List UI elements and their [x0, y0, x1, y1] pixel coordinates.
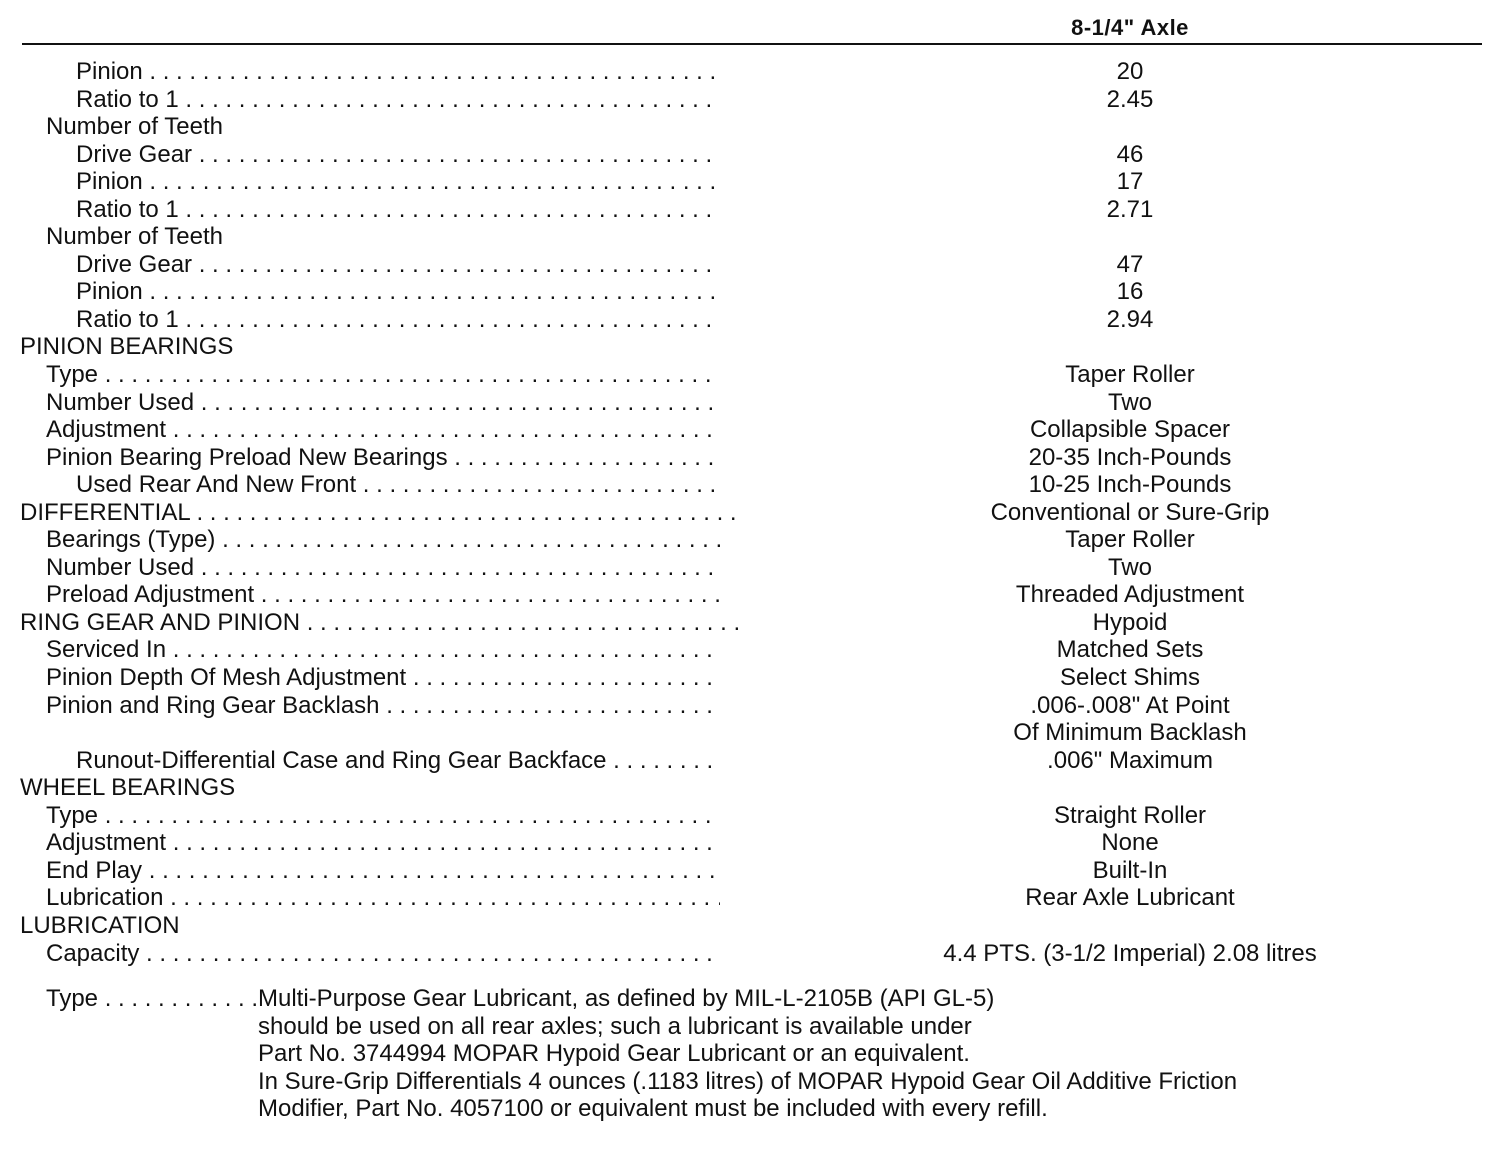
spec-label: Runout-Differential Case and Ring Gear Backface . . . [76, 747, 720, 775]
spec-value: Straight Roller [1053, 801, 1207, 829]
spec-row [0, 113, 1504, 141]
spec-label: Pinion Depth Of Mesh Adjustment . . . [46, 664, 720, 692]
spec-row [0, 912, 1504, 940]
spec-value: Two [1107, 388, 1152, 416]
spec-value: Matched Sets [1056, 636, 1204, 664]
spec-label: Adjustment . . . [46, 829, 720, 857]
spec-label: Ratio to 1 . . . [76, 306, 720, 334]
spec-row [0, 884, 1504, 912]
spec-value: 20-35 Inch-Pounds [1028, 443, 1232, 471]
spec-row [0, 306, 1504, 334]
spec-label: Pinion . . . [76, 58, 720, 86]
spec-label: Drive Gear . . . [76, 251, 720, 279]
spec-row [0, 636, 1504, 664]
spec-row [0, 389, 1504, 417]
spec-label: Number of Teeth [46, 113, 223, 141]
type-note-label: Type . . . [46, 985, 258, 1013]
type-note-line: In Sure-Grip Differentials 4 ounces (.1183 litres) of MOPAR Hypoid Gear Oil Additive Friction [258, 1067, 1238, 1095]
spec-label: Drive Gear . . . [76, 141, 720, 169]
type-note-line: Modifier, Part No. 4057100 or equivalent must be included with every refill. [258, 1095, 1048, 1122]
spec-row [0, 719, 1504, 747]
spec-value: Taper Roller [1065, 526, 1195, 554]
spec-value: None [1101, 829, 1159, 857]
spec-value: 16 [1116, 278, 1144, 306]
spec-value: Collapsible Spacer [1029, 416, 1231, 444]
spec-label: Number Used . . . [46, 554, 720, 582]
spec-row [0, 333, 1504, 361]
type-note-line: Part No. 3744994 MOPAR Hypoid Gear Lubricant or an equivalent. [258, 1040, 970, 1067]
spec-row [0, 278, 1504, 306]
spec-row [0, 829, 1504, 857]
spec-label: Ratio to 1 . . . [76, 86, 720, 114]
spec-label: PINION BEARINGS [20, 333, 234, 361]
spec-value: Taper Roller [1065, 361, 1195, 389]
spec-row [0, 692, 1504, 720]
spec-value: 4.4 PTS. (3-1/2 Imperial) 2.08 litres [943, 939, 1317, 967]
spec-label: Type . . . [46, 361, 720, 389]
spec-value: 2.71 [1106, 195, 1154, 223]
spec-value: Conventional or Sure-Grip [990, 498, 1270, 526]
spec-value: 10-25 Inch-Pounds [1028, 471, 1232, 499]
spec-label: Number Used . . . [46, 389, 720, 417]
spec-label: Preload Adjustment . . . [46, 581, 720, 609]
spec-label: DIFFERENTIAL . . . [20, 499, 740, 527]
spec-row [0, 471, 1504, 499]
spec-row [0, 361, 1504, 389]
spec-row [0, 664, 1504, 692]
spec-row [0, 857, 1504, 885]
spec-label: Ratio to 1 . . . [76, 196, 720, 224]
spec-label: Used Rear And New Front . . . [76, 471, 720, 499]
spec-label: Pinion Bearing Preload New Bearings . . . [46, 444, 720, 472]
spec-value: 46 [1116, 140, 1144, 168]
spec-row [0, 141, 1504, 169]
spec-row [0, 86, 1504, 114]
spec-value: Select Shims [1059, 664, 1201, 692]
spec-value: Two [1107, 553, 1152, 581]
spec-value: Of Minimum Backlash [1013, 719, 1247, 747]
spec-label: Pinion . . . [76, 278, 720, 306]
spec-row [0, 609, 1504, 637]
spec-row [0, 251, 1504, 279]
spec-row [0, 526, 1504, 554]
spec-label: End Play . . . [46, 857, 720, 885]
spec-row [0, 554, 1504, 582]
spec-row [0, 223, 1504, 251]
spec-row [0, 444, 1504, 472]
spec-value: Built-In [1092, 856, 1168, 884]
spec-label: Type . . . [46, 802, 720, 830]
spec-row [0, 802, 1504, 830]
spec-table [0, 58, 1504, 967]
spec-value: 47 [1116, 250, 1144, 278]
spec-label: Bearings (Type) . . . [46, 526, 720, 554]
spec-value: Rear Axle Lubricant [1025, 884, 1235, 912]
spec-label: Pinion . . . [76, 168, 720, 196]
spec-value: 2.45 [1106, 85, 1154, 113]
spec-label: Adjustment . . . [46, 416, 720, 444]
spec-label: Pinion and Ring Gear Backlash . . . [46, 692, 720, 720]
spec-row [0, 940, 1504, 968]
spec-label: Capacity . . . [46, 940, 720, 968]
column-header-axle: 8-1/4" Axle [1071, 15, 1189, 40]
spec-value: .006-.008" At Point [1030, 691, 1230, 719]
header-rule [22, 43, 1482, 45]
spec-value: 17 [1116, 168, 1144, 196]
spec-row [0, 416, 1504, 444]
spec-label: Number of Teeth [46, 223, 223, 251]
spec-label: Lubrication . . . [46, 884, 720, 912]
spec-label: RING GEAR AND PINION . . . [20, 609, 740, 637]
type-note-line: Multi-Purpose Gear Lubricant, as defined by MIL-L-2105B (API GL-5) [258, 985, 995, 1012]
spec-row [0, 581, 1504, 609]
spec-label: Serviced In . . . [46, 636, 720, 664]
spec-value: 2.94 [1106, 305, 1154, 333]
spec-row [0, 168, 1504, 196]
spec-row [0, 58, 1504, 86]
spec-row [0, 747, 1504, 775]
spec-label: WHEEL BEARINGS [20, 774, 236, 802]
spec-row [0, 196, 1504, 224]
spec-row [0, 774, 1504, 802]
spec-row [0, 499, 1504, 527]
spec-value: Threaded Adjustment [1015, 581, 1245, 609]
type-note-line: should be used on all rear axles; such a lubricant is available under [258, 1012, 972, 1040]
type-note-text [258, 985, 1478, 1123]
spec-value: Hypoid [1092, 608, 1168, 636]
spec-value: 20 [1116, 58, 1144, 85]
spec-value: .006" Maximum [1047, 746, 1213, 774]
spec-label: LUBRICATION [20, 911, 180, 939]
